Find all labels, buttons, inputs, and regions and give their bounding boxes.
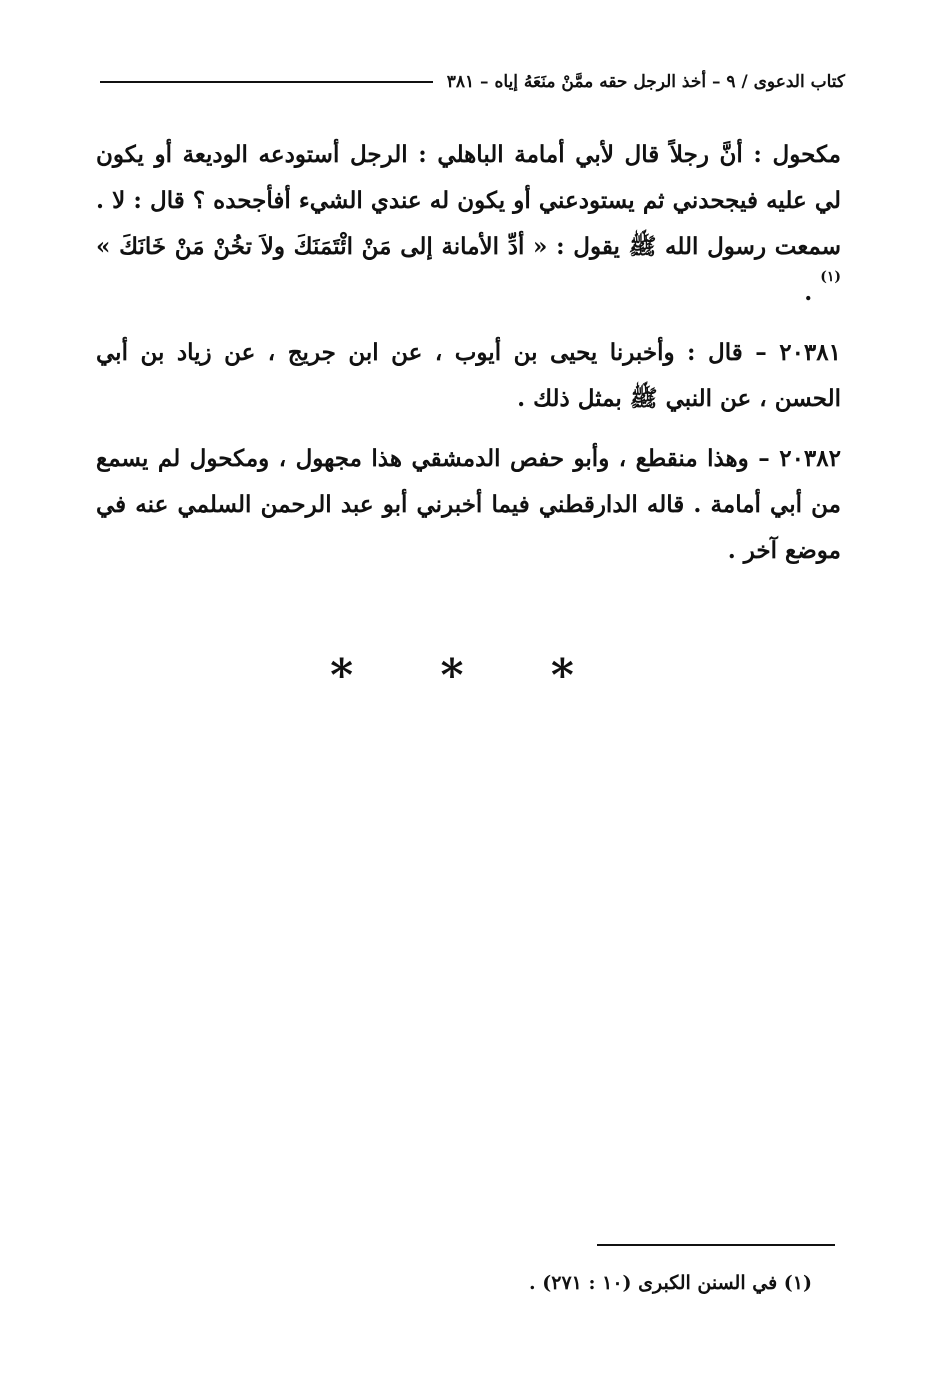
running-head-rule: [100, 81, 433, 83]
main-text: [96, 132, 841, 588]
paragraph-1-text: مكحول : أنَّ رجلاً قال لأبي أمامة الباهلي : الرجل أستودعه الوديعة أو يكون لي عليه فيجحدني ثم يستودعني أو يكون له عندي الشيء أفأجحده ؟ قال : لا . سمعت رسول الله ﷺ يقول : « أدِّ الأمانة إلى مَنْ ائْتَمَنَكَ ولاَ تخُنْ مَنْ خَانَكَ »: [96, 141, 841, 260]
paragraph-1-tail: .: [804, 279, 821, 306]
running-head-text: كتاب الدعوى / ٩ – أخذ الرجل حقه ممَّنْ منَعَهُ إياه – ٣٨١: [446, 72, 845, 92]
footnote-reference: (١): [820, 269, 841, 285]
footnote: (١) في السنن الكبرى (١٠ : ٢٧١) .: [529, 1272, 812, 1294]
paragraph-3: ٢٠٣٨٢ – وهذا منقطع ، وأبو حفص الدمشقي هذا مجهول ، ومكحول لم يسمع من أبي أمامة . قاله الدارقطني فيما أخبرني أبو عبد الرحمن السلمي عنه في موضع آخر .: [96, 445, 841, 564]
paragraph-1: [96, 132, 841, 316]
footnote-rule: [597, 1244, 835, 1246]
section-ornament: * * *: [330, 650, 610, 701]
paragraph-2: ٢٠٣٨١ – قال : وأخبرنا يحيى بن أيوب ، عن ابن جريج ، عن زياد بن أبي الحسن ، عن النبي ﷺ بمثل ذلك .: [96, 339, 841, 412]
running-head: [100, 62, 845, 102]
